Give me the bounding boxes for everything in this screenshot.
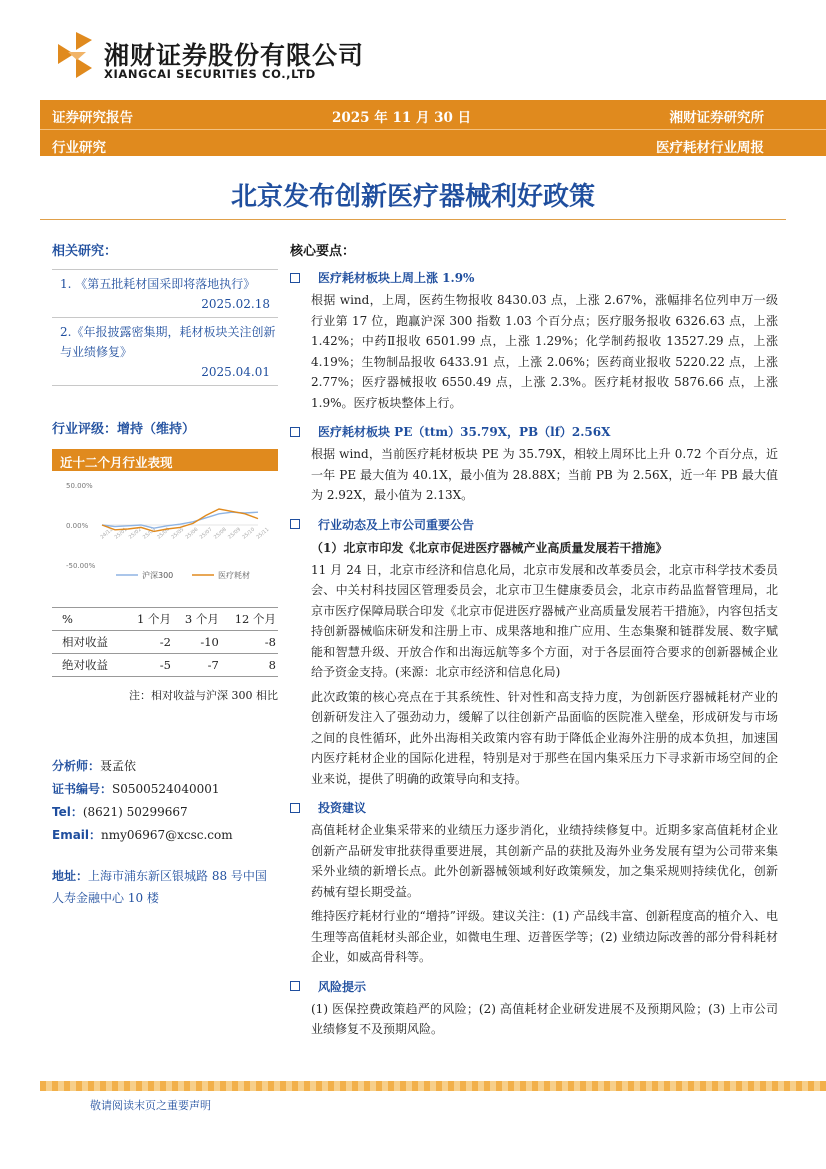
company-name-cn: 湘财证券股份有限公司 — [104, 41, 365, 70]
footer-disclaimer: 敬请阅读末页之重要声明 — [90, 1099, 211, 1112]
section-heading — [290, 269, 778, 286]
analyst-name: 聂孟依 — [100, 759, 137, 773]
section-heading — [290, 516, 778, 533]
table-row — [52, 631, 278, 654]
analyst-label: 分析师： — [52, 759, 101, 773]
y-tick-label: -50.00% — [66, 562, 96, 570]
section-heading — [290, 423, 778, 440]
report-series: 医疗耗材行业周报 — [656, 140, 764, 156]
section-heading — [290, 978, 778, 995]
x-tick-label: 25/10 — [241, 526, 257, 541]
main-content — [290, 240, 778, 1040]
section-heading-text: 投资建议 — [318, 801, 367, 815]
company-logo-icon — [52, 30, 98, 80]
checkbox-square-icon — [290, 519, 300, 529]
x-tick-label: 25/01 — [113, 526, 129, 541]
x-tick-label: 24/12 — [99, 526, 115, 541]
address-text: 上海市浦东新区银城路 88 号中国人寿金融中心 10 楼 — [52, 869, 267, 905]
y-tick-label: 0.00% — [66, 522, 89, 530]
section-paragraph: (1) 医保控费政策趋严的风险；(2) 高值耗材企业研发进展不及预期风险；(3) 上市公司业绩修复不及预期风险。 — [311, 1001, 778, 1036]
related-item-text: 2.《年报披露密集期，耗材板块关注创新与业绩修复》 — [60, 325, 276, 359]
returns-cell: 相对收益 — [52, 631, 125, 654]
x-tick-label: 25/06 — [184, 526, 200, 541]
address-info — [52, 865, 278, 909]
returns-cell: 8 — [221, 654, 278, 677]
returns-header: 12 个月 — [221, 608, 278, 631]
returns-cell: -8 — [221, 631, 278, 654]
section-heading-text: 行业动态及上市公司重要公告 — [318, 517, 475, 532]
returns-cell: 绝对收益 — [52, 654, 125, 677]
related-item-date: 2025.04.01 — [201, 365, 270, 379]
report-category: 行业研究 — [52, 140, 106, 156]
subsection-heading: （1）北京市印发《北京市促进医疗器械产业高质量发展若干措施》 — [311, 540, 668, 555]
footer-divider — [40, 1081, 826, 1091]
x-tick-label: 25/05 — [170, 526, 186, 541]
report-type: 证券研究报告 — [52, 110, 133, 126]
x-tick-label: 25/07 — [198, 526, 214, 541]
returns-cell: -5 — [125, 654, 173, 677]
related-research-title: 相关研究： — [52, 244, 118, 259]
section-paragraph: 根据 wind，当前医疗耗材板块 PE 为 35.79X，相较上周环比上升 0.72 个百分点，近一年 PE 最大值为 40.1X，最小值为 28.88X；当前 PB 为 2.56X，近一年 PB 最大值为 2.92X，最小值为 2.13X。 — [311, 447, 778, 502]
x-tick-label: 25/02 — [127, 526, 143, 541]
table-row — [52, 654, 278, 677]
email-address[interactable]: nmy06967@xcsc.com — [101, 828, 233, 842]
section-heading-text: 医疗耗材板块 PE（ttm）35.79X，PB（lf）2.56X — [318, 425, 611, 439]
tel-label: Tel： — [52, 805, 83, 819]
checkbox-square-icon — [290, 981, 300, 991]
header-bar-top — [40, 100, 826, 129]
report-date: 2025 年 11 月 30 日 — [332, 110, 472, 126]
related-item-text: 1. 《第五批耗材国采即将落地执行》 — [60, 277, 256, 291]
related-item[interactable] — [52, 318, 278, 386]
legend-label: 医疗耗材 — [218, 571, 250, 580]
section-paragraph: 维持医疗耗材行业的“增持”评级。建议关注：(1) 产品线丰富、创新程度高的植介入、电生理等高值耗材头部企业，如微电生理、迈普医学等；(2) 业绩边际改善的部分骨科耗材企业，如威高骨科等。 — [311, 909, 778, 964]
section-paragraph: 此次政策的核心亮点在于其系统性、针对性和高支持力度，为创新医疗器械耗材产业的创新研发注入了强劲动力，缓解了以往创新产品面临的医院准入壁垒，形成研发与市场之间的良性循环，此外出海相关政策内容有助于降低企业海外注册的成本负担，加速国内医疗耗材企业的国际化进程，特别是对于那些在国内集采压力下寻求新市场空间的企业来说，提供了明确的政策导向和支持。 — [311, 689, 778, 786]
x-tick-label: 25/09 — [227, 526, 242, 541]
returns-header: % — [52, 608, 125, 631]
checkbox-square-icon — [290, 273, 300, 283]
returns-header: 3 个月 — [173, 608, 221, 631]
related-item[interactable] — [52, 270, 278, 318]
y-tick-label: 50.00% — [66, 482, 93, 490]
related-item-date: 2025.02.18 — [201, 297, 270, 311]
performance-title: 近十二个月行业表现 — [52, 449, 278, 471]
section-heading-text: 风险提示 — [318, 979, 367, 994]
x-tick-label: 25/08 — [212, 526, 228, 541]
returns-cell: -2 — [125, 631, 173, 654]
returns-note: 注：相对收益与沪深 300 相比 — [129, 689, 278, 702]
cert-label: 证书编号： — [52, 782, 113, 796]
returns-cell: -7 — [173, 654, 221, 677]
returns-cell: -10 — [173, 631, 221, 654]
industry-rating: 行业评级：增持（维持） — [52, 422, 196, 437]
section-paragraph: 高值耗材企业集采带来的业绩压力逐步消化，业绩持续修复中。近期多家高值耗材企业创新产品研发审批获得重要进展，其创新产品的获批及海外业务发展有望为公司带来集采外业绩的新增长点。此外创新器械领域利好政策频发，加之集采规则持续优化，创新药械有望长期受益。 — [311, 823, 778, 899]
tel-number: (8621) 50299667 — [82, 805, 188, 819]
left-sidebar — [52, 240, 278, 909]
checkbox-square-icon — [290, 803, 300, 813]
company-name-en: XIANGCAI SECURITIES CO.,LTD — [104, 67, 316, 81]
legend-label: 沪深300 — [142, 571, 174, 580]
returns-header: 1 个月 — [125, 608, 173, 631]
page-title: 北京发布创新医疗器械利好政策 — [230, 182, 595, 212]
returns-header-row — [52, 608, 278, 631]
section-heading — [290, 799, 778, 816]
section-heading-text: 医疗耗材板块上周上涨 1.9% — [318, 271, 475, 285]
address-label: 地址： — [52, 869, 89, 883]
header-bar-bottom — [40, 129, 826, 156]
institute-name: 湘财证券研究所 — [669, 110, 764, 126]
section-paragraph: 根据 wind，上周，医药生物报收 8430.03 点，上涨 2.67%，涨幅排名位列申万一级行业第 17 位，跑赢沪深 300 指数 1.03 个百分点；医疗服务报收 6326.63 点，上涨 1.42%；中药Ⅱ报收 6501.99 点，上涨 1.29%；化学制药报收 13527.29 点，上涨 4.19%；生物制品报收 6433.91 点，上涨 2.06%；医药商业报收 5220.22 点，上涨 2.77%；医疗器械报收 6550.49 点，上涨 2.3%。医疗耗材报收 5876.66 点，上涨 1.9%。医疗板块整体上行。 — [311, 293, 778, 410]
title-divider — [40, 219, 786, 220]
x-tick-label: 25/03 — [141, 526, 157, 541]
performance-chart — [52, 471, 278, 596]
x-tick-label: 25/11 — [255, 526, 271, 541]
cert-number: S0500524040001 — [112, 782, 220, 796]
core-points-title: 核心要点： — [290, 244, 356, 259]
related-research-list — [52, 269, 278, 386]
checkbox-square-icon — [290, 427, 300, 437]
x-tick-label: 25/04 — [156, 526, 172, 541]
series-line — [102, 512, 258, 528]
analyst-info — [52, 755, 278, 847]
email-label: Email： — [52, 828, 102, 842]
section-paragraph: 11 月 24 日，北京市经济和信息化局，北京市发展和改革委员会，北京市科学技术委员会、中关村科技园区管理委员会，北京市卫生健康委员会，北京市药品监督管理局，北京市医疗保障局联合印发《北京市促进医疗器械产业高质量发展若干措施》，内容包括支持创新器械临床研发和注册上市、成果落地和推广应用、生态集聚和链群发展、数字赋能和智慧升级、开放合作和出海远航等多个方面，对于各层面符合要求的创新器械企业给予资金支持。(来源：北京市经济和信息化局) — [311, 562, 778, 679]
returns-table — [52, 607, 278, 677]
